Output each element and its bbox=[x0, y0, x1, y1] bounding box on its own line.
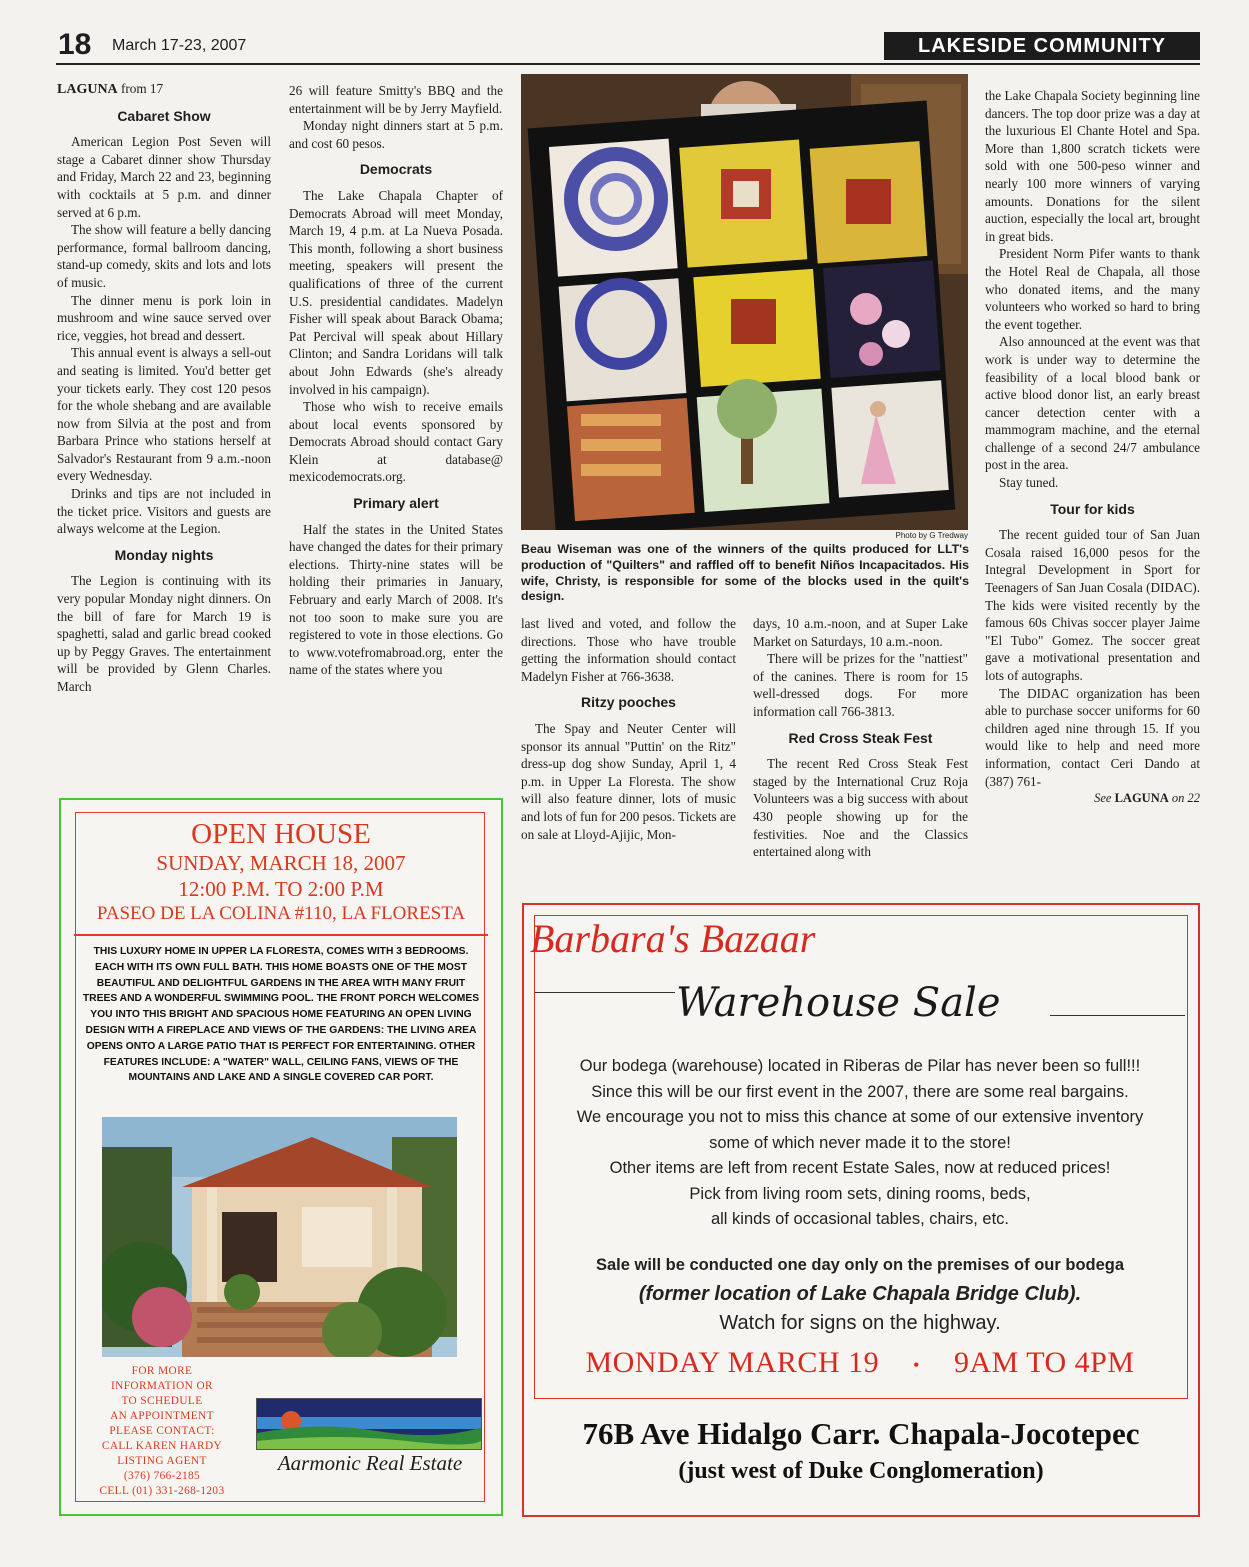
paragraph: The Spay and Neuter Center will sponsor its annual "Puttin' on the Ritz" dress-up dog show Sunday, April 1, 4 p.m. in Upper La Floresta. The show will also feature dinner, lots of music and lots of fun for 200 pesos. Tickets are on sale at Lloyd-Ajijic, Mon- bbox=[521, 720, 737, 842]
paragraph: The DIDAC organization has been able to purchase soccer uniforms for 60 children aged nine through 15. If you would like to help and need more information, contact Ceri Dando at (387) 761- bbox=[985, 685, 1200, 789]
heading-primary-alert: Primary alert bbox=[353, 495, 439, 512]
decorative-line bbox=[535, 992, 675, 993]
paragraph: President Norm Pifer wants to thank the Hotel Real de Chapala, all those who donated items, and the many volunteers who worked so hard to bring the event together. bbox=[985, 246, 1200, 332]
paragraph: The Lake Chapala Chapter of Democrats Abroad will meet Monday, March 19, 4 p.m. at La Nueva Posada. This month, following a short business meeting, speakers will present the qualifications of three of the current U.S. presidential candidates. Madelyn Fisher will speak about Barack Obama; Pat Percival will speak about Hillary Clinton; and Sandra Loridans will talk about John Edwards (she's already involved in his campaign). bbox=[289, 187, 503, 397]
paragraph: There will be prizes for the "nattiest" of the canines. There is room for 15 well-dressed dogs. For more information call 766-3813. bbox=[753, 651, 968, 719]
heading-cabaret-show: Cabaret Show bbox=[117, 107, 211, 124]
open-house-divider bbox=[74, 934, 488, 936]
heading-red-cross-steak-fest: Red Cross Steak Fest bbox=[788, 729, 933, 746]
bazaar-former-location: (former location of Lake Chapala Bridge Club). bbox=[638, 1283, 1082, 1305]
heading-monday-nights: Monday nights bbox=[114, 546, 214, 563]
bazaar-watch-signs: Watch for signs on the highway. bbox=[719, 1311, 1001, 1334]
bazaar-line: some of which never made it to the store! bbox=[709, 1133, 1011, 1152]
real-estate-logo bbox=[256, 1398, 482, 1450]
jump-header: LAGUNA from 17 bbox=[57, 81, 164, 97]
real-estate-logo-text: Aarmonic Real Estate bbox=[277, 1451, 463, 1475]
bazaar-line: We encourage you not to miss this chance at some of our extensive inventory bbox=[576, 1108, 1144, 1126]
bazaar-hours: 9AM TO 4PM bbox=[953, 1346, 1135, 1379]
bazaar-line: all kinds of occasional tables, chairs, etc. bbox=[710, 1210, 1010, 1228]
bazaar-address: 76B Ave Hidalgo Carr. Chapala-Jocotepec bbox=[582, 1416, 1140, 1451]
contact-line: INFORMATION OR bbox=[111, 1380, 213, 1392]
open-house-contact bbox=[82, 1364, 242, 1499]
warehouse-sale-title: Warehouse Sale bbox=[676, 980, 1001, 1026]
spacer bbox=[540, 1233, 1180, 1253]
paragraph: Half the states in the United States have changed the dates for their primary elections. Thirty-nine states will be holding their primaries in January, February and early March of 2008. It's not too soon to make sure you are registered to vote in those elections. Go to www.votefromabroad.org, enter the name of the states where you bbox=[289, 521, 503, 678]
contact-line: CELL (01) 331-268-1203 bbox=[99, 1485, 225, 1497]
contact-line: AN APPOINTMENT bbox=[110, 1410, 214, 1422]
contact-line: PLEASE CONTACT: bbox=[109, 1425, 215, 1437]
paragraph: American Legion Post Seven will stage a Cabaret dinner show Thursday and Friday, March 22 and 23, beginning with cocktails at 5 p.m. and dinner served at 6 p.m. bbox=[57, 134, 271, 220]
bazaar-address-note: (just west of Duke Conglomeration) bbox=[678, 1458, 1044, 1484]
bazaar-date-time bbox=[540, 1346, 1180, 1380]
paragraph: The show will feature a belly dancing performance, formal ballroom dancing, stand-up comedy, skits and lots and lots of music. bbox=[57, 222, 271, 290]
contact-line: LISTING AGENT bbox=[117, 1455, 207, 1467]
open-house-title: OPEN HOUSE bbox=[191, 818, 371, 850]
bazaar-line: Since this will be our first event in the 2007, there are some real bargains. bbox=[591, 1082, 1129, 1101]
bazaar-body bbox=[540, 1054, 1180, 1336]
paragraph: Those who wish to receive emails about local events sponsored by Democrats Abroad should contact Gary Klein at database@ mexicodemocrats.org. bbox=[289, 399, 503, 485]
bazaar-title: Barbara's Bazaar bbox=[530, 916, 816, 961]
header-rule bbox=[56, 63, 1200, 65]
column-2 bbox=[289, 82, 503, 679]
quilt-image bbox=[521, 74, 968, 530]
contact-line: CALL KAREN HARDY bbox=[101, 1440, 223, 1452]
paragraph: Stay tuned. bbox=[999, 475, 1059, 491]
heading-democrats: Democrats bbox=[359, 161, 433, 178]
bazaar-line: Other items are left from recent Estate Sales, now at reduced prices! bbox=[609, 1159, 1111, 1177]
contact-line: FOR MORE bbox=[131, 1365, 193, 1377]
paragraph: days, 10 a.m.-noon, and at Super Lake Market on Saturdays, 10 a.m.-noon. bbox=[753, 616, 968, 649]
house-photo bbox=[102, 1117, 457, 1357]
paragraph: The Legion is continuing with its very popular Monday night dinners. On the bill of fare for March 19 is spaghetti, salad and garlic bread cooked up by Peggy Graves. The entertainment will be provided by Glenn Charles. March bbox=[57, 573, 271, 694]
issue-date: March 17-23, 2007 bbox=[112, 37, 247, 54]
jump-footer: See LAGUNA on 22 bbox=[1094, 791, 1200, 806]
open-house-time: 12:00 P.M. TO 2:00 P.M bbox=[178, 877, 384, 901]
section-banner: LAKESIDE COMMUNITY bbox=[884, 32, 1200, 60]
bazaar-line: Our bodega (warehouse) located in Riberas de Pilar has never been so full!!! bbox=[579, 1057, 1141, 1075]
photo-credit: Photo by G Tredway bbox=[895, 531, 968, 540]
paragraph: The dinner menu is pork loin in mushroom and wine sauce served over rice, veggies, hot bread and dessert. bbox=[57, 292, 271, 343]
paragraph: The recent guided tour of San Juan Cosala raised 16,000 pesos for the Integral Development in Sport for Teenagers of San Juan Cosala (DIDAC). The kids were visited recently by the famous 60s Chivas soccer player Jaime "El Tubo" Gomez. The soccer great gave a motivational presentation and lots of autographs. bbox=[985, 527, 1200, 683]
page-number: 18 bbox=[58, 28, 92, 61]
quilt-photo bbox=[521, 74, 968, 530]
paragraph: 26 will feature Smitty's BBQ and the entertainment will be by Jerry Mayfield. bbox=[289, 83, 503, 116]
paragraph: Monday night dinners start at 5 p.m. and cost 60 pesos. bbox=[289, 118, 503, 151]
decorative-line bbox=[1050, 1015, 1185, 1016]
photo-caption: Beau Wiseman was one of the winners of the quilts produced for LLT's production of "Quilters" and raffled off to benefit Niños Incapacitados. His wife, Christy, is responsible for some of the blocks used in the quilt's design. bbox=[521, 542, 969, 604]
paragraph: Also announced at the event was that work is under way to determine the feasibility of a local blood bank or active blood donor list, an early breast cancer detection center with a mammogram machine, and the eternal challenge of a second 24/7 ambulance post in the area. bbox=[985, 334, 1200, 473]
column-4 bbox=[753, 615, 968, 861]
paragraph: Drinks and tips are not included in the ticket price. Visitors and guests are always welcome at the Legion. bbox=[57, 486, 271, 537]
logo-graphic bbox=[257, 1399, 482, 1450]
contact-line: (376) 766-2185 bbox=[123, 1470, 201, 1482]
contact-line: TO SCHEDULE bbox=[121, 1395, 203, 1407]
paragraph: This annual event is always a sell-out and seating is limited. You'd better get your tickets early. They cost 120 pesos for the whole shebang and are available now from Silvia at the post and from Barbara Prince who stations herself at Salvador's Restaurant from 9 a.m.-noon every Wednesday. bbox=[57, 345, 271, 484]
column-5 bbox=[985, 87, 1200, 808]
open-house-address: PASEO DE LA COLINA #110, LA FLORESTA bbox=[96, 903, 466, 924]
heading-ritzy-pooches: Ritzy pooches bbox=[581, 694, 676, 711]
heading-tour-for-kids: Tour for kids bbox=[1050, 500, 1135, 517]
paragraph: last lived and voted, and follow the directions. Those who have trouble getting the information should contact Madelyn Fisher at 766-3638. bbox=[521, 616, 736, 684]
column-3 bbox=[521, 615, 736, 843]
bazaar-day: MONDAY MARCH 19 bbox=[585, 1346, 880, 1379]
column-1 bbox=[57, 80, 271, 696]
bazaar-line: Pick from living room sets, dining rooms, beds, bbox=[689, 1184, 1031, 1203]
paragraph: the Lake Chapala Society beginning line dancers. The top door prize was a day at the luxurious El Chante Hotel and Spa. More than 1,800 scratch tickets were sold with one 500-peso winner and nearly 100 more winners of varying amounts. Donations for the silent auction, especially the local art, brought in great bids. bbox=[985, 88, 1200, 244]
house-image bbox=[102, 1117, 457, 1357]
paragraph: The recent Red Cross Steak Fest staged by the International Cruz Roja Volunteers was a big success with about 430 people showing up for the festivities. Noe and the Classics entertained along with bbox=[753, 756, 968, 860]
bazaar-conducted: Sale will be conducted one day only on the premises of our bodega bbox=[595, 1255, 1125, 1274]
bullet-separator: • bbox=[913, 1354, 920, 1375]
open-house-description: THIS LUXURY HOME IN UPPER LA FLORESTA, COMES WITH 3 BEDROOMS. EACH WITH ITS OWN FULL BATH. THIS HOME BOASTS ONE OF THE MOST BEAUTIFUL AND DELIGHTFUL GARDENS IN THE AREA WITH MANY FRUIT TREES AND A WONDERFUL SWIMMING POOL. THE FRONT PORCH WELCOMES YOU INTO THIS BRIGHT AND SPACIOUS HOME FEATURING AN OPEN LIVING DESIGN WITH A FIREPLACE AND VIEWS OF THE GARDENS: THE LIVING AREA OPENS ONTO A LARGE PATIO THAT IS PERFECT FOR ENTERTAINING. OTHER FEATURES INCLUDE: A "WATER" WALL, CEILING FANS, VIEWS OF THE MOUNTAINS AND LAKE AND A SINGLE COVERED CAR PORT. bbox=[82, 946, 480, 1084]
open-house-date: SUNDAY, MARCH 18, 2007 bbox=[156, 851, 406, 875]
